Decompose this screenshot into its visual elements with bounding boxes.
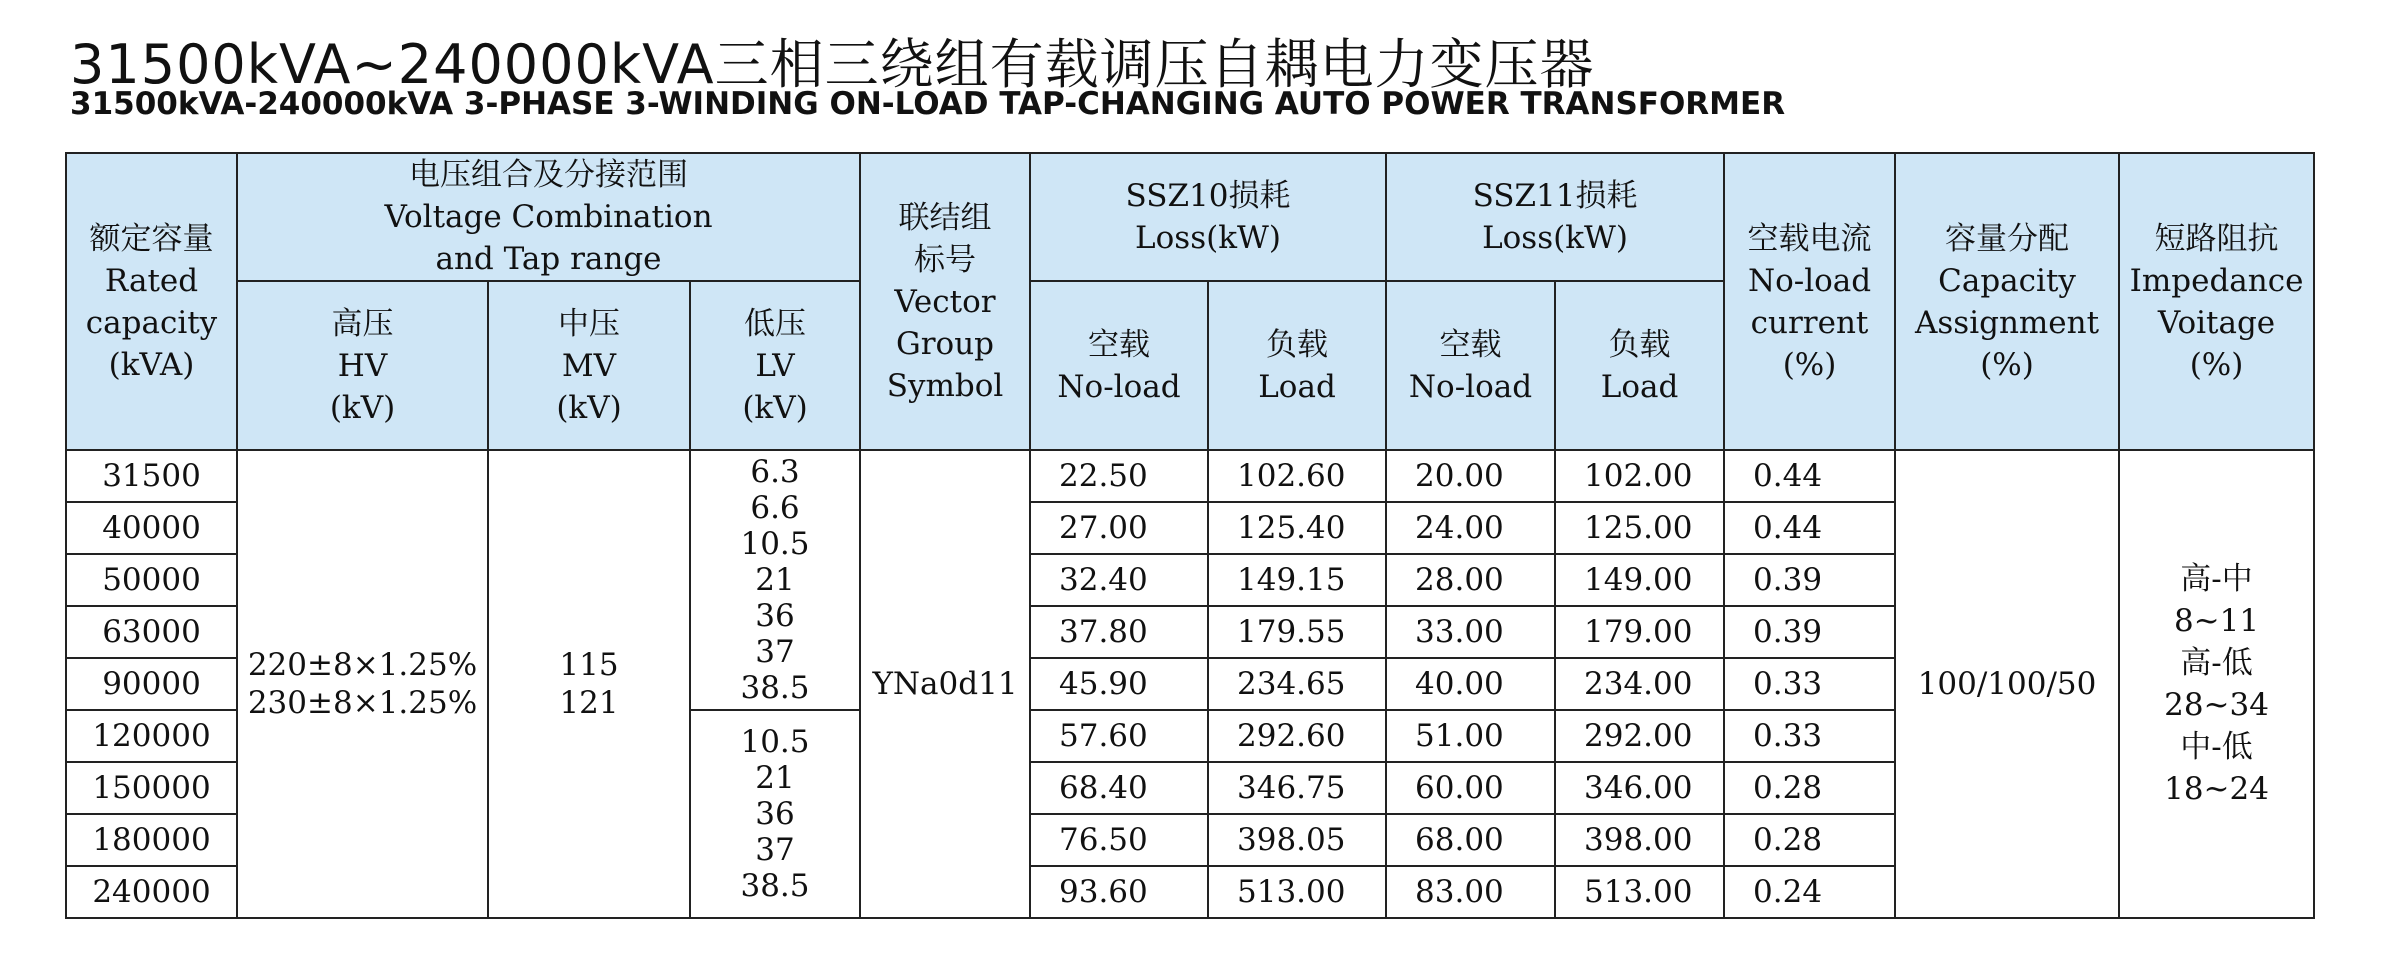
ssz11-noload-cell: 83.00 [1386, 866, 1555, 918]
capacity-cell: 150000 [66, 762, 237, 814]
noload-current-cell: 0.39 [1724, 554, 1895, 606]
ssz10-load-cell: 292.60 [1208, 710, 1386, 762]
ssz10-load-cell: 149.15 [1208, 554, 1386, 606]
ssz10-noload-cell: 93.60 [1030, 866, 1208, 918]
ssz10-noload-cell: 57.60 [1030, 710, 1208, 762]
header-ssz10-noload: 空载 No-load [1030, 281, 1208, 450]
ssz10-load-cell: 398.05 [1208, 814, 1386, 866]
noload-current-cell: 0.33 [1724, 658, 1895, 710]
header-lv: 低压 LV (kV) [690, 281, 860, 450]
ssz10-noload-cell: 68.40 [1030, 762, 1208, 814]
header-ssz11-loss: SSZ11损耗 Loss(kW) [1386, 153, 1724, 281]
capacity-cell: 40000 [66, 502, 237, 554]
header-hv: 高压 HV (kV) [237, 281, 488, 450]
lv-values-lower: 10.5 21 36 37 38.5 [690, 710, 860, 918]
capacity-cell: 50000 [66, 554, 237, 606]
noload-current-cell: 0.39 [1724, 606, 1895, 658]
ssz11-noload-cell: 28.00 [1386, 554, 1555, 606]
noload-current-cell: 0.44 [1724, 450, 1895, 502]
capacity-cell: 120000 [66, 710, 237, 762]
header-capacity-assignment: 容量分配 Capacity Assignment (%) [1895, 153, 2119, 450]
ssz10-load-cell: 234.65 [1208, 658, 1386, 710]
header-impedance-voltage: 短路阻抗 Impedance Voitage (%) [2119, 153, 2314, 450]
noload-current-cell: 0.33 [1724, 710, 1895, 762]
header-rated-capacity: 额定容量 Rated capacity (kVA) [66, 153, 237, 450]
capacity-assignment-cell: 100/100/50 [1895, 450, 2119, 918]
noload-current-cell: 0.44 [1724, 502, 1895, 554]
ssz11-noload-cell: 40.00 [1386, 658, 1555, 710]
ssz10-load-cell: 513.00 [1208, 866, 1386, 918]
spec-table [65, 152, 2315, 919]
ssz11-load-cell: 179.00 [1555, 606, 1724, 658]
header-noload-current: 空载电流 No-load current (%) [1724, 153, 1895, 450]
vector-group-cell: YNa0d11 [860, 450, 1030, 918]
ssz11-noload-cell: 33.00 [1386, 606, 1555, 658]
capacity-cell: 90000 [66, 658, 237, 710]
noload-current-cell: 0.24 [1724, 866, 1895, 918]
ssz11-load-cell: 102.00 [1555, 450, 1724, 502]
ssz11-load-cell: 234.00 [1555, 658, 1724, 710]
capacity-cell: 180000 [66, 814, 237, 866]
ssz10-load-cell: 179.55 [1208, 606, 1386, 658]
ssz10-load-cell: 102.60 [1208, 450, 1386, 502]
ssz10-load-cell: 346.75 [1208, 762, 1386, 814]
ssz11-noload-cell: 51.00 [1386, 710, 1555, 762]
capacity-cell: 31500 [66, 450, 237, 502]
ssz11-load-cell: 125.00 [1555, 502, 1724, 554]
ssz11-noload-cell: 68.00 [1386, 814, 1555, 866]
noload-current-cell: 0.28 [1724, 814, 1895, 866]
lv-values-upper: 6.3 6.6 10.5 21 36 37 38.5 [690, 450, 860, 710]
ssz10-load-cell: 125.40 [1208, 502, 1386, 554]
ssz10-noload-cell: 22.50 [1030, 450, 1208, 502]
ssz11-noload-cell: 20.00 [1386, 450, 1555, 502]
table-row [66, 450, 2314, 502]
ssz11-load-cell: 346.00 [1555, 762, 1724, 814]
header-ssz10-load: 负载 Load [1208, 281, 1386, 450]
header-voltage-combination: 电压组合及分接范围 Voltage Combination and Tap range [237, 153, 860, 281]
ssz11-load-cell: 398.00 [1555, 814, 1724, 866]
ssz10-noload-cell: 27.00 [1030, 502, 1208, 554]
ssz11-load-cell: 149.00 [1555, 554, 1724, 606]
mv-cell: 115 121 [488, 450, 690, 918]
header-vector-group: 联结组 标号 Vector Group Symbol [860, 153, 1030, 450]
hv-range-cell: 220±8×1.25% 230±8×1.25% [237, 450, 488, 918]
header-ssz11-noload: 空载 No-load [1386, 281, 1555, 450]
ssz10-noload-cell: 45.90 [1030, 658, 1208, 710]
header-mv: 中压 MV (kV) [488, 281, 690, 450]
ssz11-load-cell: 513.00 [1555, 866, 1724, 918]
capacity-cell: 240000 [66, 866, 237, 918]
ssz11-noload-cell: 24.00 [1386, 502, 1555, 554]
ssz10-noload-cell: 37.80 [1030, 606, 1208, 658]
header-ssz10-loss: SSZ10损耗 Loss(kW) [1030, 153, 1386, 281]
page-title: 31500kVA~240000kVA三相三绕组有载调压自耦电力变压器 [70, 33, 1595, 96]
ssz11-load-cell: 292.00 [1555, 710, 1724, 762]
page-subtitle: 31500kVA-240000kVA 3-PHASE 3-WINDING ON-LOAD TAP-CHANGING AUTO POWER TRANSFORMER [70, 86, 1786, 122]
noload-current-cell: 0.28 [1724, 762, 1895, 814]
capacity-cell: 63000 [66, 606, 237, 658]
ssz10-noload-cell: 32.40 [1030, 554, 1208, 606]
ssz10-noload-cell: 76.50 [1030, 814, 1208, 866]
ssz11-noload-cell: 60.00 [1386, 762, 1555, 814]
header-ssz11-load: 负载 Load [1555, 281, 1724, 450]
impedance-cell: 高-中 8~11 高-低 28~34 中-低 18~24 [2119, 450, 2314, 918]
